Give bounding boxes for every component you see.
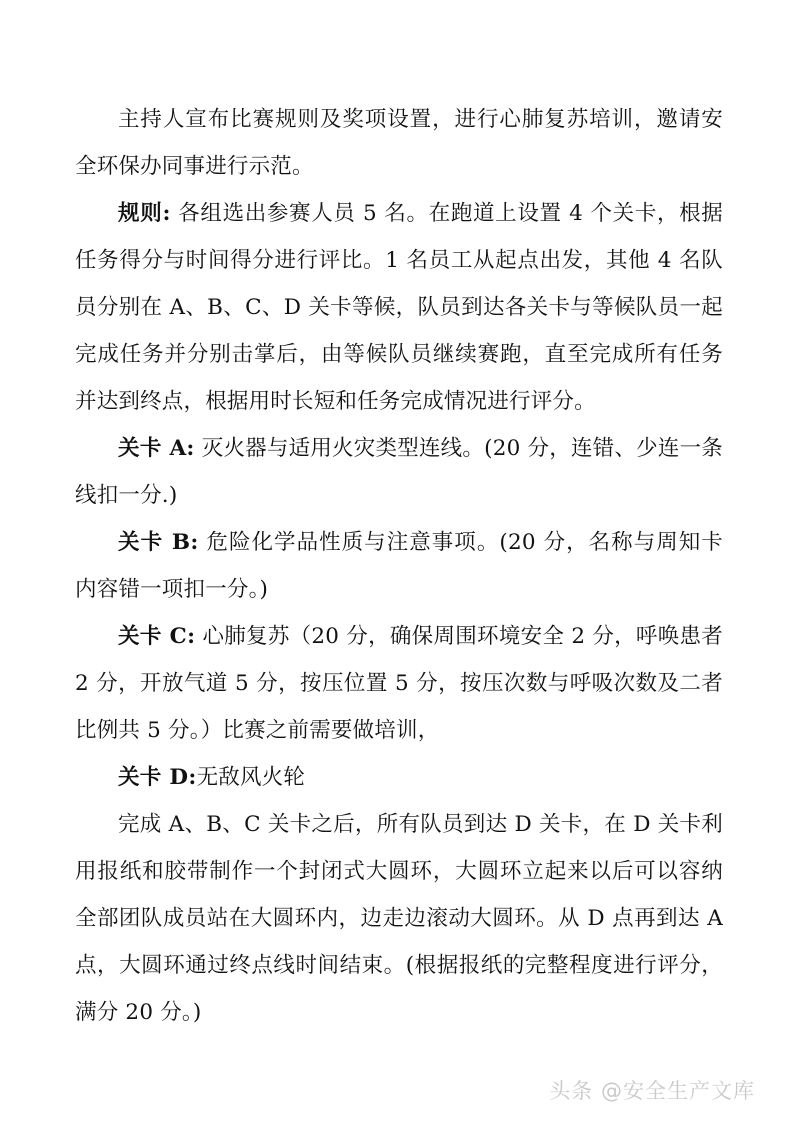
paragraph-rules	[75, 190, 723, 425]
paragraph-text: 危险化学品性质与注意事项。(20 分，名称与周知卡内容错一项扣一分。)	[75, 530, 723, 602]
paragraph-text: 主持人宣布比赛规则及奖项设置，进行心肺复苏培训，邀请安全环保办同事进行示范。	[75, 107, 723, 179]
watermark: 头条 @安全生产文库	[549, 1079, 755, 1103]
paragraph-text: 无敌风火轮	[196, 765, 306, 790]
paragraph-lead-label: 关卡 C:	[118, 624, 196, 649]
paragraph-text: 完成 A、B、C 关卡之后，所有队员到达 D 关卡，在 D 关卡利用报纸和胶带制作一个封闭式大圆环，大圆环立起来以后可以容纳全部团队成员站在大圆环内，边走边滚动大圆环。从 D 点再到达 A 点，大圆环通过终点线时间结束。(根据报纸的完整程度进行评分，满分 20 分。)	[75, 812, 723, 1025]
paragraph-station-d	[75, 754, 723, 801]
paragraph-text: 心肺复苏（20 分，确保周围环境安全 2 分，呼唤患者 2 分，开放气道 5 分，按压位置 5 分，按压次数与呼吸次数及二者比例共 5 分。）比赛之前需要做培训，	[75, 624, 723, 743]
paragraph-lead-label: 关卡 B:	[118, 530, 199, 555]
paragraph-text: 各组选出参赛人员 5 名。在跑道上设置 4 个关卡，根据任务得分与时间得分进行评比。1 名员工从起点出发，其他 4 名队员分别在 A、B、C、D 关卡等候，队员到达各关卡与等候队员一起完成任务并分别击掌后，由等候队员继续赛跑，直至完成所有任务并达到终点，根据用时长短和任务完成情况进行评分。	[75, 201, 723, 414]
document-body	[75, 96, 723, 1036]
paragraph-host-announcement	[75, 96, 723, 190]
paragraph-station-d-detail	[75, 801, 723, 1036]
paragraph-station-b	[75, 519, 723, 613]
paragraph-lead-label: 规则:	[118, 201, 171, 226]
paragraph-station-a	[75, 425, 723, 519]
paragraph-lead-label: 关卡 D:	[118, 765, 197, 790]
paragraph-lead-label: 关卡 A:	[118, 436, 195, 461]
paragraph-station-c	[75, 613, 723, 754]
paragraph-text: 灭火器与适用火灾类型连线。(20 分，连错、少连一条线扣一分.)	[75, 436, 723, 508]
